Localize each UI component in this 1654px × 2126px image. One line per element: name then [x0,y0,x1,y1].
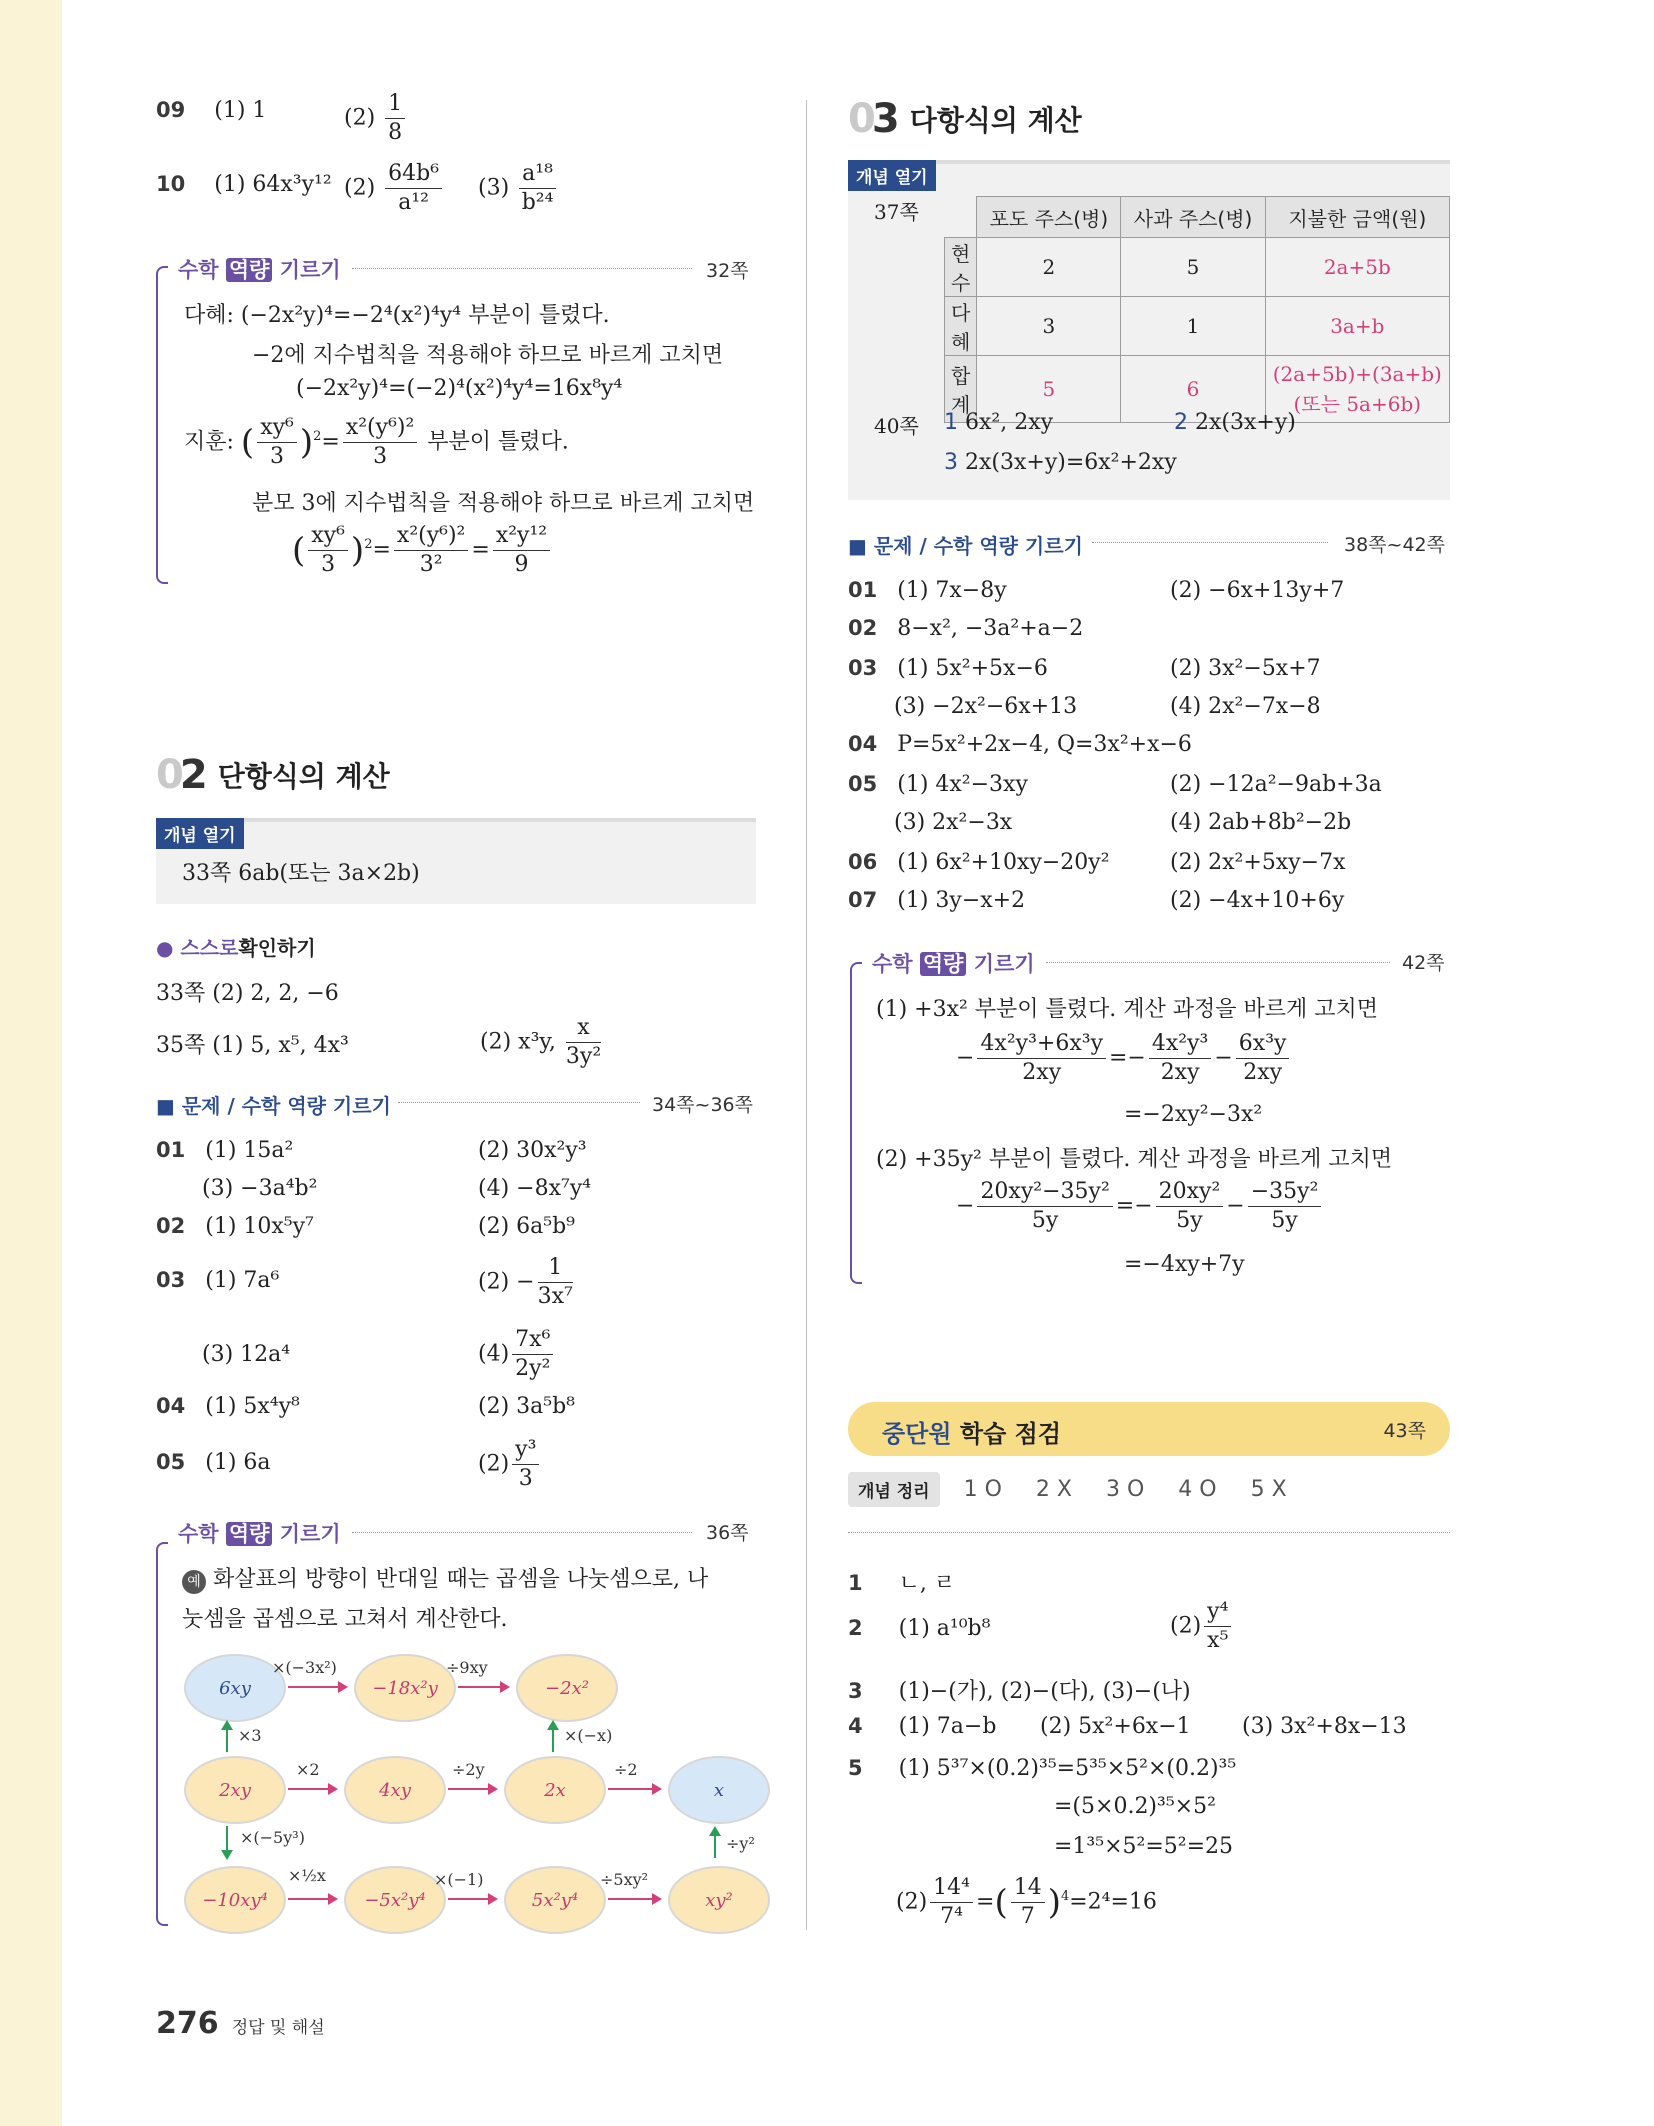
answer-row: 07 (1) 3y−x+2 [848,888,1026,913]
skill-line: (1) +3x² 부분이 틀렸다. 계산 과정을 바르게 고치면 [876,997,1379,1022]
self-check-row: (2) x³y, $\frac{x}{\text{3y²}}$ [480,1015,602,1069]
table-header: 지불한 금액(원) [1265,197,1449,238]
arrow-label: ×(−5y³) [240,1828,305,1847]
arrow-label: ×(−3x²) [272,1658,337,1677]
leader-dots [1092,542,1328,543]
page-ref: 36쪽 [706,1522,749,1544]
fraction: $\frac{\text{7x⁶}}{\text{2y²}}$ [512,1326,553,1383]
review-answer: =1³⁵×5²=5²=25 [1054,1834,1233,1859]
review-answer: 5 (1) 5³⁷×(0.2)³⁵=5³⁵×5²×(0.2)³⁵ [848,1756,1237,1781]
arrow-up [552,1724,554,1752]
arrow-right [288,1686,346,1688]
review-answer: (3) 3x²+8x−13 [1242,1714,1407,1739]
page-ref: 37쪽 [874,200,919,224]
answer-09-part2: (2) $\frac{1}{8}$ [344,90,408,147]
skill-bracket [850,962,862,1284]
review-answer: 4 (1) 7a−b [848,1714,997,1739]
review-answer: 1 ㄴ, ㄹ [848,1571,956,1596]
page-ref: 43쪽 [1383,1420,1426,1442]
fraction: $\frac{\text{14⁴}}{\text{7⁴}}$ [930,1874,973,1931]
page-ref: 34쪽~36쪽 [652,1094,753,1116]
skill-line: 눗셈을 곱셈으로 고쳐서 계산한다. [182,1607,508,1632]
fraction: $\frac{\text{x²(y⁶)²}}{\text{3²}}$ [394,522,468,579]
skill-title: 수학 역량 기르기 [178,258,341,282]
skill-line: −2에 지수법칙을 적용해야 하므로 바르게 고치면 [252,343,724,368]
summary-tag: 개념 정리 [848,1472,940,1507]
page-margin-band [0,0,62,2126]
review-answer: (2) 5x²+6x−1 [1040,1714,1191,1739]
fraction: $\frac{\text{20xy²}}{5y}$ [1156,1178,1224,1235]
answer-cell: (3) −3a⁴b² [202,1176,318,1201]
fraction: $\frac{\text{x²(y⁶)²}}{3}$ [343,414,417,471]
answer-row: 05 (1) 6a [156,1450,271,1475]
fraction: $\frac{\text{y⁴}}{\text{x⁵}}$ [1204,1598,1231,1655]
page-footer [156,2006,325,2041]
problems-title: ■ 문제 / 수학 역량 기르기 [848,534,1083,558]
arrow-up [226,1724,228,1752]
answer-cell: (2) − $\frac{1}{\text{3x⁷}}$ [478,1255,573,1309]
diagram-node: 2xy [184,1756,286,1824]
table-row: 현수 2 5 2a+5b [945,238,1450,297]
page-ref: 42쪽 [1402,952,1445,974]
answer-cell: (2) 30x²y³ [478,1138,587,1163]
fraction: $\frac{\text{xy⁶}}{3}$ [257,414,297,471]
answer-row: 03 (1) 5x²+5x−6 [848,656,1048,681]
answer-cell: (3) −2x²−6x+13 [894,694,1078,719]
arrow-label: ×(−x) [564,1726,613,1745]
arrow-label: ÷y² [726,1834,755,1853]
arrow-label: ÷5xy² [600,1870,649,1889]
table-row: 다혜 3 1 3a+b [945,297,1450,356]
skill-line: =−4xy+7y [1124,1252,1245,1277]
review-answer: =(5×0.2)³⁵×5² [1054,1794,1216,1819]
fraction: $\frac{\text{x²y¹²}}{9}$ [493,522,550,579]
answer-cell: (4) 2ab+8b²−2b [1170,810,1352,835]
concept-summary: 개념 정리 1 O 2 X 3 O 4 O 5 X [848,1472,1287,1507]
arrow-label: ×2 [296,1760,320,1779]
answer-09: 09 (1) 1 [156,98,267,123]
answer-cell: (4) −8x⁷y⁴ [478,1176,592,1201]
section-title: 다항식의 계산 [909,104,1082,137]
fraction: $\frac{x}{\text{3y²}}$ [565,1015,602,1069]
concept-box [156,818,756,904]
arrow-right [448,1788,496,1790]
concept-answer: 1 6x², 2xy [944,410,1054,435]
answer-10: 10 (1) 64x³y¹² [156,172,332,197]
arrow-right [288,1898,336,1900]
problems-title: ■ 문제 / 수학 역량 기르기 [156,1094,391,1118]
concept-tag: 개념 열기 [848,160,936,191]
fraction: $\frac{14}{7}$ [1011,1874,1045,1931]
self-check-row: 33쪽 (2) 2, 2, −6 [156,981,339,1006]
answer-row: 05 (1) 4x²−3xy [848,772,1028,797]
concept-answer: 2 2x(3x+y) [1174,410,1296,435]
skill-line: − $\frac{\text{20xy²−35y²}}{5y}$ =− $\frac{\text{20xy²}}{5y}$ − $\frac{\text{−35y²}}{5y}$ [956,1178,1324,1235]
self-check-row: 35쪽 (1) 5, x⁵, 4x³ [156,1033,349,1058]
skill-line: − $\frac{\text{4x²y³+6x³y}}{2xy}$ =− $\frac{\text{4x²y³}}{2xy}$ − $\frac{\text{6x³y}}{2xy}$ [956,1030,1292,1087]
arrow-up [714,1830,716,1858]
answer-cell: (4) $\frac{\text{7x⁶}}{\text{2y²}}$ [478,1326,556,1383]
answer-10-part2: (2) $\frac{\text{64b⁶}}{\text{a¹²}}$ [344,160,445,217]
skill-line: 다혜: (−2x²y)⁴=−2⁴(x²)⁴y⁴ 부분이 틀렸다. [184,303,610,328]
fraction: $\frac{\text{xy⁶}}{3}$ [308,522,348,579]
skill-line: =−2xy²−3x² [1124,1102,1263,1127]
leader-dots [398,1102,640,1103]
concept-answer: 3 2x(3x+y)=6x²+2xy [944,450,1177,475]
skill-title: 수학 역량 기르기 [178,1522,341,1546]
skill-line: (−2x²y)⁴=(−2)⁴(x²)⁴y⁴=16x⁸y⁴ [296,376,623,401]
answer-cell: (2) −6x+13y+7 [1170,578,1345,603]
arrow-right [458,1686,508,1688]
leader-dots [352,268,692,269]
diagram-node: 4xy [344,1756,446,1824]
self-check-title: ● 스스로확인하기 [156,936,316,960]
review-answer: (2) $\frac{\text{y⁴}}{\text{x⁵}}$ [1170,1598,1234,1655]
arrow-down [226,1826,228,1856]
answer-row: 01 (1) 7x−8y [848,578,1007,603]
answer-cell: (3) 2x²−3x [894,810,1013,835]
diagram-node: −5x²y⁴ [344,1866,446,1934]
diagram-node: x [668,1756,770,1824]
diagram-node: 5x²y⁴ [504,1866,606,1934]
review-banner: 중단원 학습 점검 43쪽 [848,1402,1450,1456]
arrow-right [448,1898,496,1900]
leader-dots [1046,962,1390,963]
arrow-label: ×(−1) [434,1870,484,1889]
fraction: $\frac{\text{y³}}{3}$ [512,1436,539,1493]
arrow-right [608,1898,660,1900]
diagram-node: −10xy⁴ [184,1866,286,1934]
skill-line: 지훈: ( $\frac{\text{xy⁶}}{3}$ )$^2$= $\frac{\text{x²(y⁶)²}}{3}$ 부분이 틀렸다. [184,415,569,469]
concept-tag: 개념 열기 [156,818,244,849]
answer-row: 04 (1) 5x⁴y⁸ [156,1394,300,1419]
answer-row: 06 (1) 6x²+10xy−20y² [848,850,1110,875]
concept-answer: 33쪽 6ab(또는 3a×2b) [182,861,420,886]
review-answer: (2) $\frac{\text{14⁴}}{\text{7⁴}}$ =( $\frac{14}{7}$ )$^4$=2⁴=16 [896,1875,1157,1929]
answer-cell: (2) 3a⁵b⁸ [478,1394,575,1419]
table-row: 합계 5 6 (2a+5b)+(3a+b) (또는 5a+6b) [945,356,1450,423]
skill-bracket [156,266,168,584]
fraction: $\frac{1}{\text{3x⁷}}$ [537,1255,573,1309]
diagram-node: xy² [668,1866,770,1934]
answer-row: 02 8−x², −3a²+a−2 [848,616,1084,641]
answer-row: 04 P=5x²+2x−4, Q=3x²+x−6 [848,732,1192,757]
diagram-node: 6xy [184,1654,286,1722]
answer-cell: (2) 2x²+5xy−7x [1170,850,1346,875]
arrow-label: ×3 [238,1726,262,1745]
skill-line: (2) +35y² 부분이 틀렸다. 계산 과정을 바르게 고치면 [876,1147,1393,1172]
skill-line: ( $\frac{\text{xy⁶}}{3}$ )$^2$= $\frac{\text{x²(y⁶)²}}{\text{3²}}$ = $\frac{\text{x²y¹²}}{9}$ [292,522,553,579]
fraction: $\frac{\text{a¹⁸}}{\text{b²⁴}}$ [519,160,556,217]
skill-line: 분모 3에 지수법칙을 적용해야 하므로 바르게 고치면 [252,491,755,516]
answer-cell: (2) −12a²−9ab+3a [1170,772,1382,797]
fraction: $\frac{\text{4x²y³}}{2xy}$ [1149,1030,1211,1087]
footer-label: 정답 및 해설 [231,2018,325,2038]
page-number: 276 [156,2006,219,2041]
fraction: $\frac{\text{64b⁶}}{\text{a¹²}}$ [385,160,442,217]
section-02-heading: 02 단항식의 계산 [156,752,390,798]
arrow-label: ×½x [288,1866,326,1885]
fraction: $\frac{\text{20xy²−35y²}}{5y}$ [977,1178,1112,1235]
arrow-label: ÷2 [614,1760,638,1779]
answer-cell: (2) −4x+10+6y [1170,888,1345,913]
answer-10-part3: (3) $\frac{\text{a¹⁸}}{\text{b²⁴}}$ [478,160,559,217]
answer-row: 01 (1) 15a² [156,1138,294,1163]
review-answer: 3 (1)−(가), (2)−(다), (3)−(나) [848,1679,1191,1704]
section-03-heading: 03 다항식의 계산 [848,96,1082,142]
diagram-node: 2x [504,1756,606,1824]
juice-table [944,196,1450,423]
review-answer: 2 (1) a¹⁰b⁸ [848,1616,991,1641]
answer-cell: (2) 3x²−5x+7 [1170,656,1321,681]
page-ref: 38쪽~42쪽 [1344,534,1445,556]
skill-title: 수학 역량 기르기 [872,952,1035,976]
fraction: $\frac{\text{6x³y}}{2xy}$ [1236,1030,1290,1087]
leader-dots [352,1532,692,1533]
separator [848,1532,1450,1533]
arrow-label: ÷2y [452,1760,485,1779]
answer-cell: (2) 6a⁵b⁹ [478,1214,575,1239]
section-title: 단항식의 계산 [217,760,390,793]
answer-row: 03 (1) 7a⁶ [156,1268,280,1293]
answer-cell: (3) 12a⁴ [202,1342,291,1367]
page-ref: 32쪽 [706,260,749,282]
fraction: $\frac{\text{−35y²}}{5y}$ [1248,1178,1322,1235]
skill-bracket [156,1542,168,1926]
table-header: 포도 주스(병) [977,197,1121,238]
diagram-node: −2x² [516,1654,618,1722]
arrow-right [288,1788,336,1790]
answer-cell: (2) $\frac{\text{y³}}{3}$ [478,1436,542,1493]
answer-cell: (4) 2x²−7x−8 [1170,694,1321,719]
answer-row: 02 (1) 10x⁵y⁷ [156,1214,314,1239]
column-divider [806,100,807,1930]
fraction: $\frac{\text{4x²y³+6x³y}}{2xy}$ [977,1030,1106,1087]
fraction: $\frac{1}{8}$ [385,90,405,147]
arrow-label: ÷9xy [446,1658,488,1677]
page-ref: 40쪽 [874,414,919,438]
diagram-node: −18x²y [354,1654,456,1722]
arrow-right [608,1788,660,1790]
skill-line: 예 화살표의 방향이 반대일 때는 곱셈을 나눗셈으로, 나 [182,1562,708,1594]
concept-box [848,160,1450,500]
table-header: 사과 주스(병) [1121,197,1265,238]
example-icon: 예 [182,1570,206,1594]
